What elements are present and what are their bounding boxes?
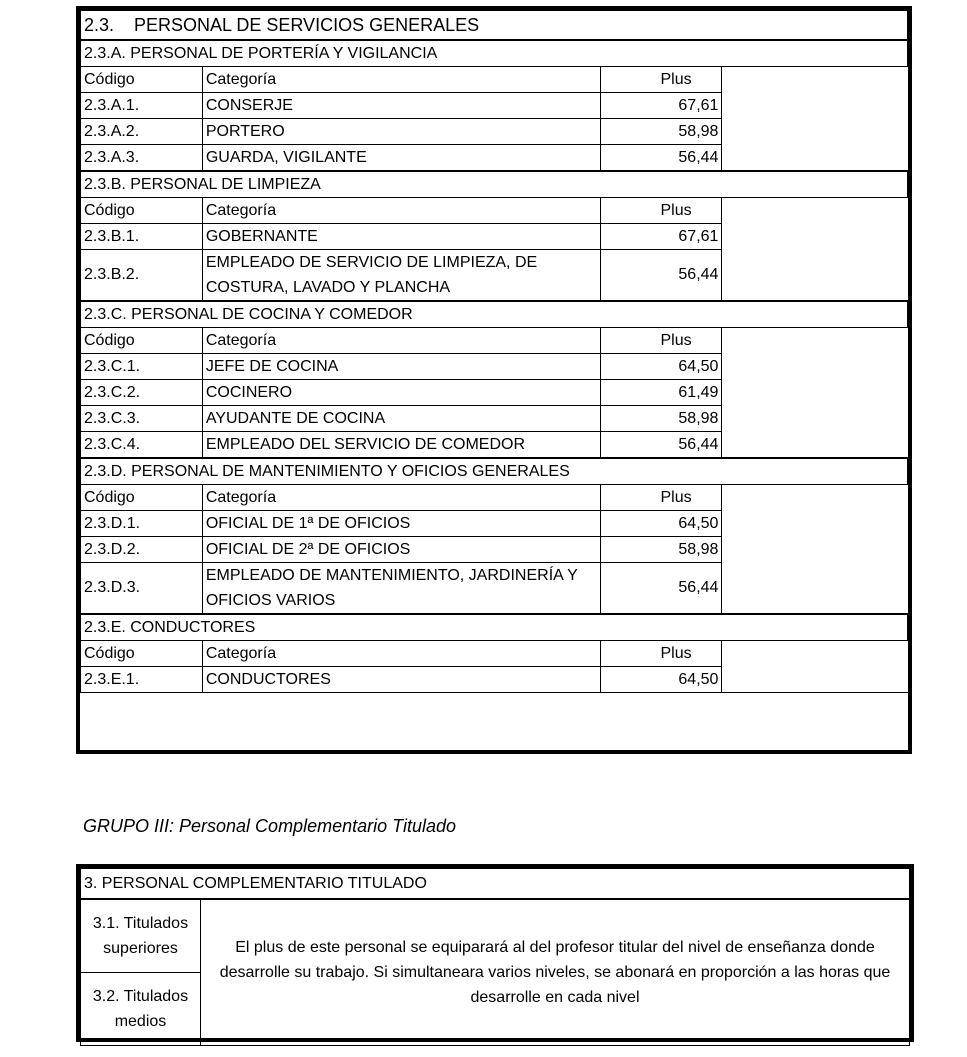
section-heading-row [81,614,908,641]
services-table [80,10,908,719]
row-category: EMPLEADO DE MANTENIMIENTO, JARDINERÍA Y OFICIOS VARIOS [202,563,600,615]
row-code: 2.3.D.1. [81,511,203,537]
row-code: 2.3.A.3. [81,145,203,172]
titled-row-superiores [81,899,910,973]
row-code: 2.3.A.2. [81,119,203,145]
row-plus: 58,98 [600,537,722,563]
row-code: 2.3.E.1. [81,667,203,693]
section-heading-row [81,171,908,198]
services-table-body [81,11,908,720]
row-plus: 61,49 [600,380,722,406]
group-caption: GRUPO III: Personal Complementario Titulado [83,816,456,836]
row-category: PORTERO [202,119,600,145]
column-header-row [81,198,908,224]
row-plus: 67,61 [600,224,722,250]
column-header-category: Categoría [202,67,600,93]
table-title-number: 2.3. [84,15,115,35]
row-category: JEFE DE COCINA [202,354,600,380]
column-header-plus: Plus [600,328,722,354]
column-header-category: Categoría [202,328,600,354]
titled-description: El plus de este personal se equiparará al del profesor titular del nivel de enseñanza donde desarrolle su trabajo. Si simultaneara varios niveles, se abonará en proporción a las horas que desarrolle en cada nivel [201,899,910,1046]
row-category: CONDUCTORES [202,667,600,693]
column-header-row [81,328,908,354]
titled-table-frame [76,864,914,1042]
row-plus: 56,44 [600,145,722,172]
row-code: 2.3.B.2. [81,250,203,302]
column-header-code: Código [81,328,203,354]
column-header-plus: Plus [600,641,722,667]
row-category: EMPLEADO DEL SERVICIO DE COMEDOR [202,432,600,459]
row-category: CONSERJE [202,93,600,119]
section-heading: 2.3.B. PERSONAL DE LIMPIEZA [81,171,908,198]
row-code: 2.3.C.2. [81,380,203,406]
column-header-category: Categoría [202,641,600,667]
table-end-row [81,693,908,720]
row-plus: 58,98 [600,119,722,145]
blank-cell [722,485,908,615]
section-heading: 2.3.C. PERSONAL DE COCINA Y COMEDOR [81,301,908,328]
table-title-text: PERSONAL DE SERVICIOS GENERALES [134,15,480,35]
column-header-category: Categoría [202,198,600,224]
row-plus: 67,61 [600,93,722,119]
titled-table-heading-row [81,869,910,900]
blank-cell [722,328,908,459]
row-category: OFICIAL DE 1ª DE OFICIOS [202,511,600,537]
table-title [81,11,908,41]
row-category: GOBERNANTE [202,224,600,250]
column-header-row [81,67,908,93]
row-code: 2.3.C.3. [81,406,203,432]
titled-table-heading: 3. PERSONAL COMPLEMENTARIO TITULADO [81,869,910,900]
column-header-plus: Plus [600,67,722,93]
row-category: OFICIAL DE 2ª DE OFICIOS [202,537,600,563]
section-heading: 2.3.A. PERSONAL DE PORTERÍA Y VIGILANCIA [81,40,908,67]
column-header-code: Código [81,641,203,667]
services-table-frame [76,6,912,754]
blank-cell [722,198,908,302]
column-header-row [81,485,908,511]
row-category: GUARDA, VIGILANTE [202,145,600,172]
section-heading: 2.3.D. PERSONAL DE MANTENIMIENTO Y OFICIOS GENERALES [81,458,908,485]
section-heading-row [81,301,908,328]
column-header-code: Código [81,198,203,224]
row-code: 2.3.C.1. [81,354,203,380]
titled-table [80,868,910,1046]
titled-superiores-cell: 3.1. Titulados superiores [81,899,201,973]
row-plus: 64,50 [600,667,722,693]
row-plus: 56,44 [600,432,722,459]
row-plus: 56,44 [600,563,722,615]
column-header-code: Código [81,67,203,93]
row-code: 2.3.D.2. [81,537,203,563]
row-plus: 64,50 [600,354,722,380]
column-header-category: Categoría [202,485,600,511]
row-plus: 56,44 [600,250,722,302]
row-plus: 58,98 [600,406,722,432]
row-code: 2.3.B.1. [81,224,203,250]
table-title-row [81,11,908,41]
section-heading: 2.3.E. CONDUCTORES [81,614,908,641]
blank-cell [722,67,908,172]
column-header-plus: Plus [600,198,722,224]
row-category: EMPLEADO DE SERVICIO DE LIMPIEZA, DE COSTURA, LAVADO Y PLANCHA [202,250,600,302]
section-heading-row [81,40,908,67]
row-code: 2.3.D.3. [81,563,203,615]
row-code: 2.3.C.4. [81,432,203,459]
blank-cell [722,641,908,693]
row-category: AYUDANTE DE COCINA [202,406,600,432]
row-plus: 64,50 [600,511,722,537]
empty-end-cell [81,693,908,720]
column-header-plus: Plus [600,485,722,511]
titled-medios-cell: 3.2. Titulados medios [81,973,201,1046]
row-category: COCINERO [202,380,600,406]
section-heading-row [81,458,908,485]
row-code: 2.3.A.1. [81,93,203,119]
column-header-row [81,641,908,667]
column-header-code: Código [81,485,203,511]
